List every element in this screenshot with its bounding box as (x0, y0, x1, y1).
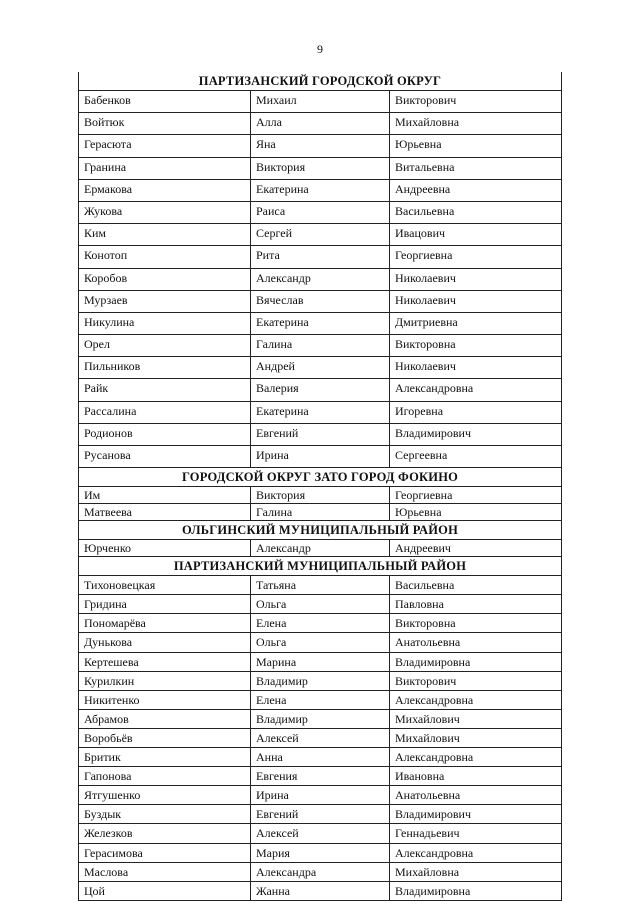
page-number: 9 (317, 42, 323, 56)
first-name-cell: Ирина (250, 786, 389, 804)
surname-cell: Русанова (84, 448, 131, 462)
surname-cell: Гранина (84, 159, 127, 174)
patronymic-cell: Васильевна (389, 202, 561, 223)
table-row (78, 881, 562, 900)
patronymic-cell: Витальевна (389, 158, 561, 179)
table-row (78, 632, 562, 651)
patronymic-cell: Николаевич (389, 269, 561, 290)
patronymic-cell: Николаевич (389, 291, 561, 312)
table-row (78, 862, 562, 881)
table-row (78, 312, 562, 334)
surname-cell: Железков (84, 826, 133, 841)
table-row (78, 823, 562, 842)
patronymic-cell: Владимировна (389, 882, 561, 900)
surname-cell: Маслова (84, 864, 129, 879)
surname-cell: Бритик (84, 750, 121, 765)
patronymic-cell: Михайловна (389, 863, 561, 881)
table-row (78, 112, 562, 134)
first-name-cell: Евгения (250, 767, 389, 785)
patronymic-cell: Михайловна (389, 113, 561, 134)
table-row (78, 671, 562, 690)
table-row (78, 401, 562, 423)
surname-cell: Ятгушенко (84, 788, 141, 803)
table-row (78, 766, 562, 785)
patronymic-cell: Анатольевна (389, 633, 561, 651)
surname-cell: Им (84, 488, 101, 503)
surname-cell: Пильников (84, 359, 141, 374)
first-name-cell: Александр (250, 269, 389, 290)
first-name-cell: Татьяна (250, 576, 389, 594)
table-row (78, 709, 562, 728)
surname-cell: Жукова (84, 203, 123, 218)
surname-cell: Орел (84, 337, 110, 352)
table-row (78, 90, 562, 112)
first-name-cell: Галина (250, 504, 389, 520)
table-row (78, 356, 562, 378)
patronymic-cell: Дмитриевна (389, 313, 561, 334)
table-row (78, 201, 562, 223)
first-name-cell: Алексей (250, 824, 389, 842)
table-row (78, 594, 562, 613)
patronymic-cell: Сергеевна (389, 446, 561, 467)
surname-cell: Родионов (84, 425, 133, 440)
patronymic-cell: Викторовна (389, 335, 561, 356)
table-row (78, 728, 562, 747)
surname-cell: Никулина (84, 314, 135, 329)
first-name-cell: Раиса (250, 202, 389, 223)
surname-cell: Коробов (84, 270, 128, 285)
patronymic-cell: Владимирович (389, 805, 561, 823)
table-row (78, 179, 562, 201)
patronymic-cell: Георгиевна (389, 246, 561, 267)
first-name-cell: Екатерина (250, 402, 389, 423)
patronymic-cell: Викторович (389, 91, 561, 112)
first-name-cell: Ольга (250, 633, 389, 651)
first-name-cell: Виктория (250, 487, 389, 503)
patronymic-cell: Юрьевна (389, 504, 561, 520)
first-name-cell: Владимир (250, 710, 389, 728)
first-name-cell: Валерия (250, 379, 389, 400)
table-row (78, 747, 562, 766)
first-name-cell: Евгений (250, 805, 389, 823)
surname-cell: Матвеева (84, 505, 133, 520)
first-name-cell: Яна (250, 135, 389, 156)
table-row (78, 539, 562, 556)
table-row (78, 157, 562, 179)
first-name-cell: Елена (250, 614, 389, 632)
patronymic-cell: Александровна (389, 748, 561, 766)
patronymic-cell: Андреевич (389, 540, 561, 556)
first-name-cell: Андрей (250, 357, 389, 378)
first-name-cell: Ирина (250, 446, 389, 467)
surname-cell: Рассалина (84, 403, 137, 418)
section-header: ОЛЬГИНСКИЙ МУНИЦИПАЛЬНЫЙ РАЙОН (78, 520, 562, 539)
patronymic-cell: Георгиевна (389, 487, 561, 503)
table-row (78, 652, 562, 671)
patronymic-cell: Андреевна (389, 180, 561, 201)
patronymic-cell: Александровна (389, 844, 561, 862)
table-row (78, 613, 562, 632)
table-row (78, 486, 562, 503)
first-name-cell: Рита (250, 246, 389, 267)
surname-cell: Никитенко (84, 692, 140, 707)
table-bottom-border (78, 900, 562, 901)
first-name-cell: Вячеслав (250, 291, 389, 312)
first-name-cell: Марина (250, 653, 389, 671)
patronymic-cell: Павловна (389, 595, 561, 613)
patronymic-cell: Владимирович (389, 424, 561, 445)
surname-cell: Юрченко (84, 541, 132, 556)
section-header: ПАРТИЗАНСКИЙ ГОРОДСКОЙ ОКРУГ (78, 72, 562, 90)
surname-cell: Герасимова (84, 845, 143, 860)
table-row (78, 378, 562, 400)
first-name-cell: Алла (250, 113, 389, 134)
first-name-cell: Анна (250, 748, 389, 766)
surname-cell: Дунькова (84, 635, 133, 650)
table-row (78, 804, 562, 823)
patronymic-cell: Михайлович (389, 710, 561, 728)
table-row (78, 268, 562, 290)
first-name-cell: Мария (250, 844, 389, 862)
first-name-cell: Екатерина (250, 313, 389, 334)
first-name-cell: Евгений (250, 424, 389, 445)
first-name-cell: Сергей (250, 224, 389, 245)
surname-cell: Войтюк (84, 115, 125, 130)
table-row (78, 445, 562, 467)
surname-cell: Конотоп (84, 248, 128, 263)
patronymic-cell: Ивановна (389, 767, 561, 785)
first-name-cell: Жанна (250, 882, 389, 900)
first-name-cell: Александр (250, 540, 389, 556)
surname-cell: Райк (84, 381, 109, 396)
first-name-cell: Галина (250, 335, 389, 356)
table-row (78, 134, 562, 156)
surname-cell: Ким (84, 226, 107, 241)
surname-cell: Пономарёва (84, 616, 146, 631)
surname-cell: Абрамов (84, 711, 129, 726)
first-name-cell: Ольга (250, 595, 389, 613)
patronymic-cell: Юрьевна (389, 135, 561, 156)
table-row (78, 423, 562, 445)
surname-cell: Курилкин (84, 673, 135, 688)
table-row (78, 575, 562, 594)
patronymic-cell: Викторович (389, 672, 561, 690)
first-name-cell: Владимир (250, 672, 389, 690)
patronymic-cell: Геннадьевич (389, 824, 561, 842)
surname-cell: Воробьёв (84, 730, 133, 745)
table-row (78, 690, 562, 709)
first-name-cell: Елена (250, 691, 389, 709)
table-row (78, 223, 562, 245)
surname-cell: Герасюта (84, 137, 132, 152)
surname-cell: Цой (84, 883, 105, 898)
first-name-cell: Екатерина (250, 180, 389, 201)
patronymic-cell: Михайлович (389, 729, 561, 747)
surname-cell: Ермакова (84, 181, 133, 196)
patronymic-cell: Игоревна (389, 402, 561, 423)
table-row (78, 290, 562, 312)
surname-cell: Тихоновецкая (84, 578, 156, 593)
surname-cell: Буздык (84, 807, 122, 822)
patronymic-cell: Васильевна (389, 576, 561, 594)
first-name-cell: Алексей (250, 729, 389, 747)
patronymic-cell: Александровна (389, 379, 561, 400)
patronymic-cell: Владимировна (389, 653, 561, 671)
section-header: ГОРОДСКОЙ ОКРУГ ЗАТО ГОРОД ФОКИНО (78, 467, 562, 486)
patronymic-cell: Ивацович (389, 224, 561, 245)
table-row (78, 785, 562, 804)
table-row (78, 843, 562, 862)
table-row (78, 503, 562, 520)
patronymic-cell: Викторовна (389, 614, 561, 632)
surname-cell: Гридина (84, 597, 127, 612)
first-name-cell: Виктория (250, 158, 389, 179)
first-name-cell: Михаил (250, 91, 389, 112)
surname-cell: Мурзаев (84, 292, 128, 307)
section-header: ПАРТИЗАНСКИЙ МУНИЦИПАЛЬНЫЙ РАЙОН (78, 556, 562, 575)
table-row (78, 334, 562, 356)
first-name-cell: Александра (250, 863, 389, 881)
table-row (78, 245, 562, 267)
surname-cell: Гапонова (84, 769, 132, 784)
surname-cell: Кертешева (84, 654, 139, 669)
patronymic-cell: Александровна (389, 691, 561, 709)
patronymic-cell: Николаевич (389, 357, 561, 378)
patronymic-cell: Анатольевна (389, 786, 561, 804)
surname-cell: Бабенков (84, 93, 131, 107)
names-table (78, 72, 562, 901)
